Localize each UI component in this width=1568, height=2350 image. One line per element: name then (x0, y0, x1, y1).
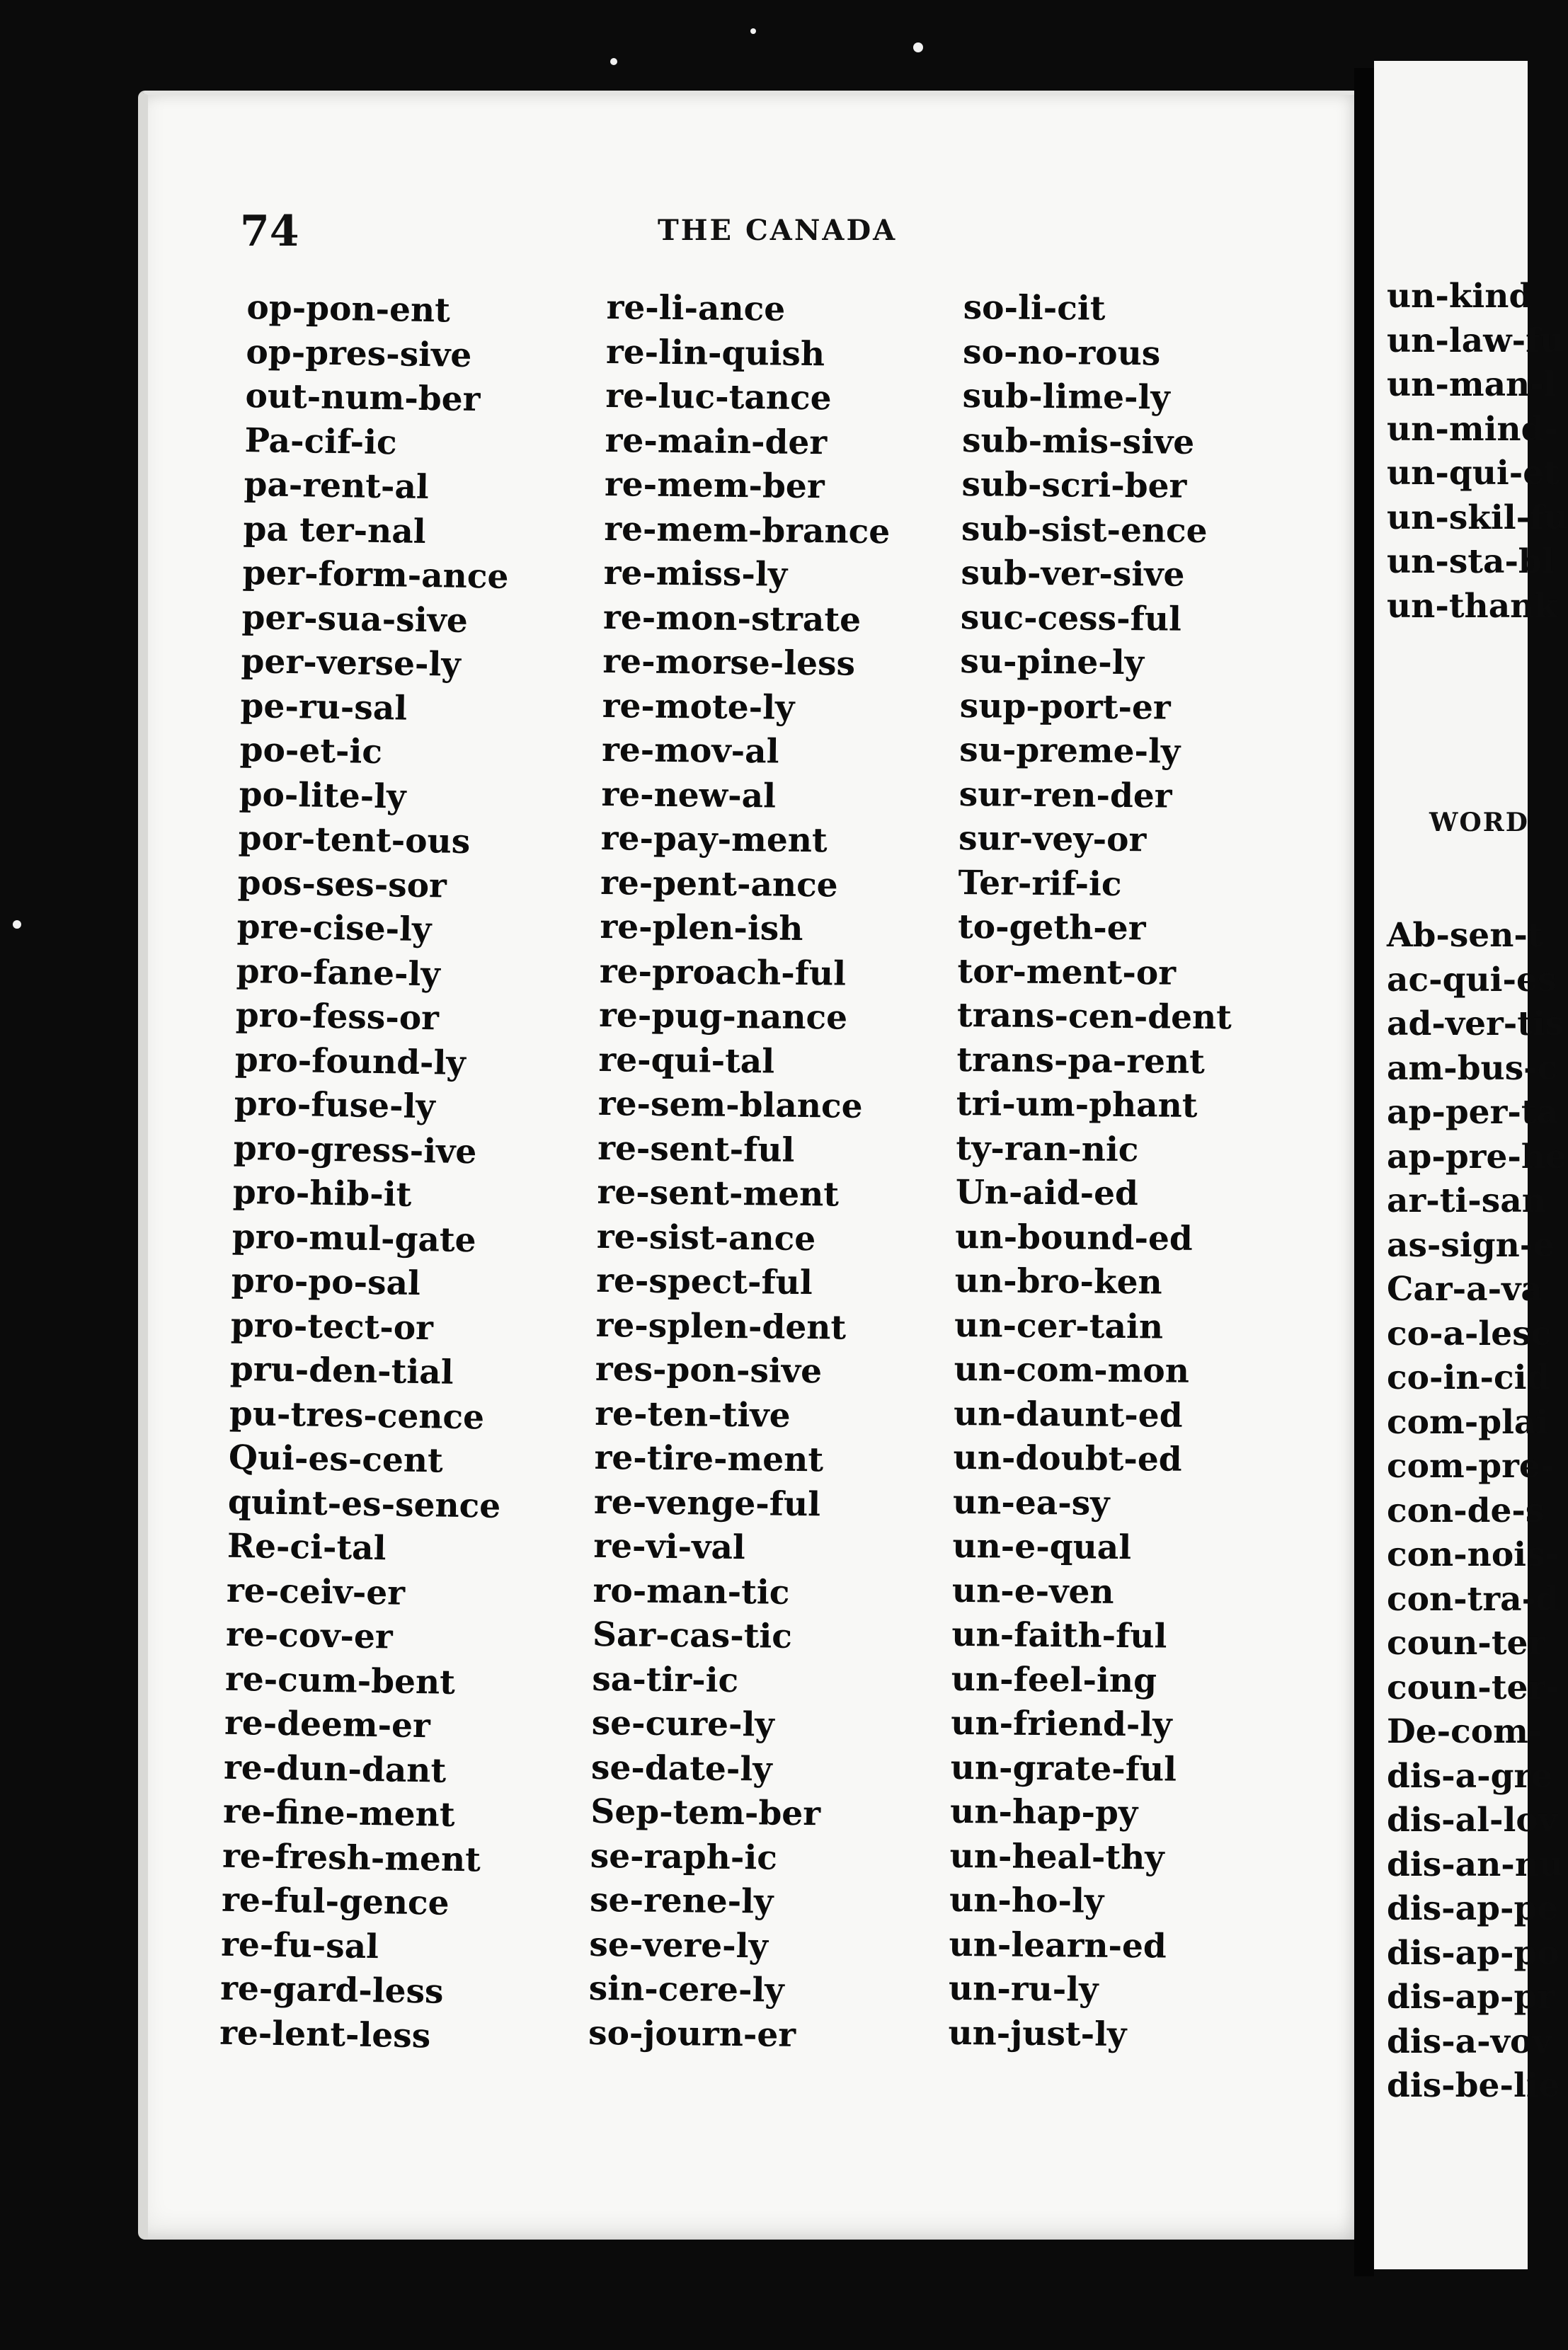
word-entry: Un-aid-ed (955, 1172, 1139, 1214)
word-entry: quint-es-sence (227, 1482, 501, 1526)
word-entry: un-qui-et (1387, 454, 1560, 493)
word-entry: por-tent-ous (238, 818, 471, 862)
word-entry: re-pay-ment (600, 818, 828, 861)
word-entry: re-deem-er (224, 1703, 431, 1746)
word-entry: per-form-ance (242, 553, 509, 597)
word-column-3 (948, 286, 1238, 2058)
word-entry: po-et-ic (239, 730, 383, 772)
word-entry: trans-cen-dent (956, 995, 1232, 1038)
word-entry: re-sent-ful (597, 1128, 795, 1170)
word-entry: se-rene-ly (589, 1880, 774, 1922)
word-entry: un-ho-ly (949, 1880, 1104, 1921)
word-entry: pru-den-tial (229, 1349, 454, 1392)
word-entry: se-date-ly (590, 1748, 772, 1789)
word-entry: pa-rent-al (244, 464, 430, 508)
word-entry: un-daunt-ed (953, 1394, 1183, 1435)
word-entry: un-kind (1387, 277, 1533, 316)
word-entry: pro-fess-or (235, 995, 440, 1038)
word-entry: re-pent-ance (600, 863, 838, 905)
word-entry: re-mote-ly (602, 686, 795, 728)
word-entry: pro-fuse-ly (234, 1084, 436, 1127)
word-entry: Car-a-va (1387, 1270, 1543, 1309)
word-entry: un-feel-ing (951, 1659, 1157, 1700)
word-entry: re-vi-val (593, 1526, 746, 1568)
word-entry: re-lent-less (219, 2013, 431, 2056)
word-entry: re-sem-blance (597, 1084, 863, 1126)
word-entry: pe-ru-sal (240, 686, 408, 728)
scan-speck (913, 42, 923, 52)
right-page-upper-list (1387, 275, 1568, 629)
word-entry: re-ful-gence (221, 1880, 450, 1923)
word-entry: sub-scri-ber (961, 464, 1187, 506)
word-entry: Sar-cas-tic (592, 1615, 793, 1656)
word-entry: un-cer-tain (954, 1305, 1164, 1347)
word-entry: dis-ap-pe (1387, 1889, 1559, 1928)
word-entry: Pa-cif-ic (244, 420, 398, 462)
word-entry: ty-ran-nic (956, 1128, 1139, 1169)
word-entry: re-mov-al (601, 730, 779, 772)
word-entry: ap-pre-he (1387, 1137, 1567, 1176)
word-entry: se-raph-ic (590, 1836, 778, 1878)
word-entry: Sep-tem-ber (590, 1792, 821, 1834)
word-entry: un-bro-ken (954, 1261, 1162, 1302)
word-entry: re-sist-ance (596, 1217, 816, 1259)
word-entry: suc-cess-ful (960, 597, 1182, 639)
word-entry: pro-fane-ly (236, 951, 441, 994)
word-entry: co-a-lesc (1387, 1314, 1552, 1353)
word-entry: re-tire-ment (594, 1438, 824, 1480)
word-entry: su-preme-ly (959, 730, 1181, 772)
word-entry: re-plen-ish (600, 907, 803, 948)
word-entry: sub-mis-sive (961, 420, 1195, 462)
word-entry: se-vere-ly (589, 1925, 769, 1966)
word-entry: per-verse-ly (241, 641, 462, 684)
word-entry: un-bound-ed (955, 1217, 1194, 1259)
word-entry: ro-man-tic (593, 1571, 790, 1612)
word-entry: re-morse-less (602, 641, 856, 684)
word-entry: re-mem-brance (604, 509, 891, 551)
word-entry: un-faith-ful (951, 1615, 1167, 1656)
word-entry: un-just-ly (948, 2013, 1127, 2054)
word-entry: out-num-ber (245, 376, 481, 420)
word-entry: su-pine-ly (960, 641, 1145, 683)
word-entry: un-com-mon (954, 1349, 1190, 1391)
word-entry: re-ceiv-er (226, 1571, 406, 1613)
word-entry: dis-al-lov (1387, 1801, 1558, 1840)
word-entry: un-doubt-ed (953, 1438, 1182, 1479)
word-entry: re-dun-dant (223, 1748, 447, 1791)
word-entry: re-new-al (601, 774, 777, 816)
word-column-2 (588, 286, 893, 2058)
word-entry: am-bus-c (1387, 1048, 1558, 1088)
word-entry: op-pon-ent (246, 287, 451, 331)
word-entry: un-skil-fu (1387, 498, 1568, 537)
word-entry: re-fine-ment (222, 1792, 455, 1835)
word-entry: pro-mul-gate (231, 1217, 476, 1260)
word-entry: re-qui-tal (598, 1040, 775, 1082)
word-entry: con-nois- (1387, 1535, 1559, 1574)
word-entry: co-in-cid (1387, 1358, 1550, 1397)
word-entry: re-splen-dent (595, 1305, 847, 1348)
left-page (138, 91, 1364, 2240)
word-entry: dis-ap-po (1387, 1933, 1560, 1973)
word-entry: re-li-ance (606, 287, 786, 329)
word-entry: re-pug-nance (598, 995, 848, 1038)
right-page (1374, 61, 1568, 2269)
word-entry: dis-ap-pr (1387, 1978, 1555, 2017)
page-number: 74 (240, 207, 299, 256)
word-entry: un-grate-ful (950, 1748, 1177, 1789)
word-entry: un-law-fu (1387, 321, 1564, 360)
word-entry: pre-cise-ly (236, 907, 432, 950)
word-entry: con-de-s (1387, 1491, 1545, 1530)
word-entry: sub-ver-sive (961, 553, 1185, 595)
word-entry: un-e-qual (952, 1526, 1132, 1568)
word-entry: dis-be-lie (1387, 2066, 1560, 2105)
word-entry: re-miss-ly (603, 553, 788, 595)
word-entry: ar-ti-san (1387, 1181, 1546, 1220)
word-entry: to-geth-er (957, 907, 1146, 948)
word-entry: pro-gress-ive (233, 1128, 477, 1171)
word-entry: com-plai (1387, 1402, 1549, 1442)
word-entry: un-friend-ly (951, 1703, 1172, 1745)
word-entry: un-man-l (1387, 365, 1557, 404)
right-page-heading: WORD (1429, 808, 1529, 837)
word-entry: re-spect-ful (595, 1261, 813, 1303)
scan-speck (13, 920, 21, 929)
word-entry: op-pres-sive (246, 332, 472, 375)
word-entry: re-main-der (605, 420, 828, 462)
word-entry: De-com- (1387, 1712, 1543, 1751)
word-entry: sup-port-er (959, 686, 1171, 728)
word-entry: Qui-es-cent (228, 1438, 444, 1481)
word-entry: tri-um-phant (956, 1084, 1198, 1125)
word-entry: as-sign-e (1387, 1225, 1555, 1265)
word-entry: po-lite-ly (239, 774, 406, 817)
word-entry: dis-a-vov (1387, 2022, 1552, 2061)
word-entry: re-ten-tive (595, 1394, 791, 1435)
word-entry: un-ea-sy (952, 1482, 1110, 1523)
word-column-1 (219, 286, 520, 2060)
word-entry: re-lin-quish (605, 332, 825, 374)
word-entry: un-heal-thy (949, 1836, 1164, 1878)
scan-speck (750, 28, 756, 34)
word-entry: sin-cere-ly (588, 1968, 784, 2010)
word-entry: un-learn-ed (949, 1925, 1167, 1966)
word-entry: se-cure-ly (591, 1703, 775, 1745)
word-entry: re-mem-ber (604, 464, 825, 507)
word-entry: coun-ter (1387, 1624, 1546, 1663)
word-entry: pro-hib-it (232, 1172, 412, 1215)
word-entry: sur-vey-or (958, 818, 1147, 860)
word-entry: re-fresh-ment (222, 1836, 481, 1879)
word-entry: un-hap-py (949, 1792, 1138, 1833)
word-entry: ap-per-ta (1387, 1093, 1559, 1132)
scan-speck (610, 58, 617, 65)
word-entry: sub-lime-ly (962, 376, 1170, 418)
word-entry: un-e-ven (951, 1571, 1114, 1612)
word-entry: dis-an-nu (1387, 1845, 1564, 1884)
page-header: THE CANADA (658, 214, 898, 247)
word-entry: so-li-cit (963, 287, 1106, 328)
word-entry: ac-qui-es (1387, 960, 1557, 999)
word-entry: pos-ses-sor (237, 863, 447, 906)
word-entry: un-mind- (1387, 409, 1558, 449)
word-entry: pro-found-ly (234, 1040, 467, 1083)
word-entry: re-sent-ment (597, 1172, 840, 1215)
word-entry: tor-ment-or (957, 951, 1177, 993)
word-entry: un-ru-ly (948, 1968, 1099, 2010)
word-entry: sur-ren-der (958, 774, 1172, 816)
word-entry: dis-a-gre (1387, 1756, 1553, 1796)
word-entry: res-pon-sive (595, 1349, 823, 1392)
word-entry: re-proach-ful (599, 951, 847, 994)
word-entry: sub-sist-ence (961, 509, 1208, 551)
word-entry: pa ter-nal (243, 509, 427, 551)
word-entry: so-journ-er (588, 2013, 796, 2055)
word-entry: coun-ter- (1387, 1668, 1560, 1707)
word-entry: com-pre- (1387, 1447, 1555, 1486)
word-entry: re-gard-less (219, 1968, 444, 2012)
word-entry: re-mon-strate (602, 597, 862, 640)
word-entry: re-fu-sal (220, 1925, 379, 1966)
word-entry: Ab-sen-t (1387, 916, 1543, 955)
word-entry: con-tra-d (1387, 1579, 1559, 1619)
book-gutter (1354, 68, 1374, 2276)
word-entry: re-cov-er (225, 1615, 394, 1657)
word-entry: un-thank (1387, 586, 1557, 626)
word-entry: sa-tir-ic (592, 1659, 739, 1700)
word-entry: so-no-rous (962, 332, 1161, 373)
word-entry: Re-ci-tal (227, 1526, 387, 1569)
word-entry: ad-ver-tis (1387, 1004, 1564, 1043)
word-entry: pu-tres-cence (229, 1394, 485, 1437)
word-entry: pro-po-sal (231, 1261, 421, 1304)
word-entry: re-luc-tance (605, 376, 832, 418)
word-entry: Ter-rif-ic (958, 863, 1122, 904)
word-entry: pro-tect-or (230, 1305, 434, 1348)
word-entry: trans-pa-rent (956, 1040, 1206, 1082)
word-entry: re-cum-bent (224, 1659, 456, 1702)
word-entry: per-sua-sive (241, 597, 469, 641)
right-page-lower-list (1387, 914, 1567, 2109)
word-entry: un-sta-bl (1387, 542, 1555, 581)
word-entry: re-venge-ful (593, 1482, 821, 1524)
